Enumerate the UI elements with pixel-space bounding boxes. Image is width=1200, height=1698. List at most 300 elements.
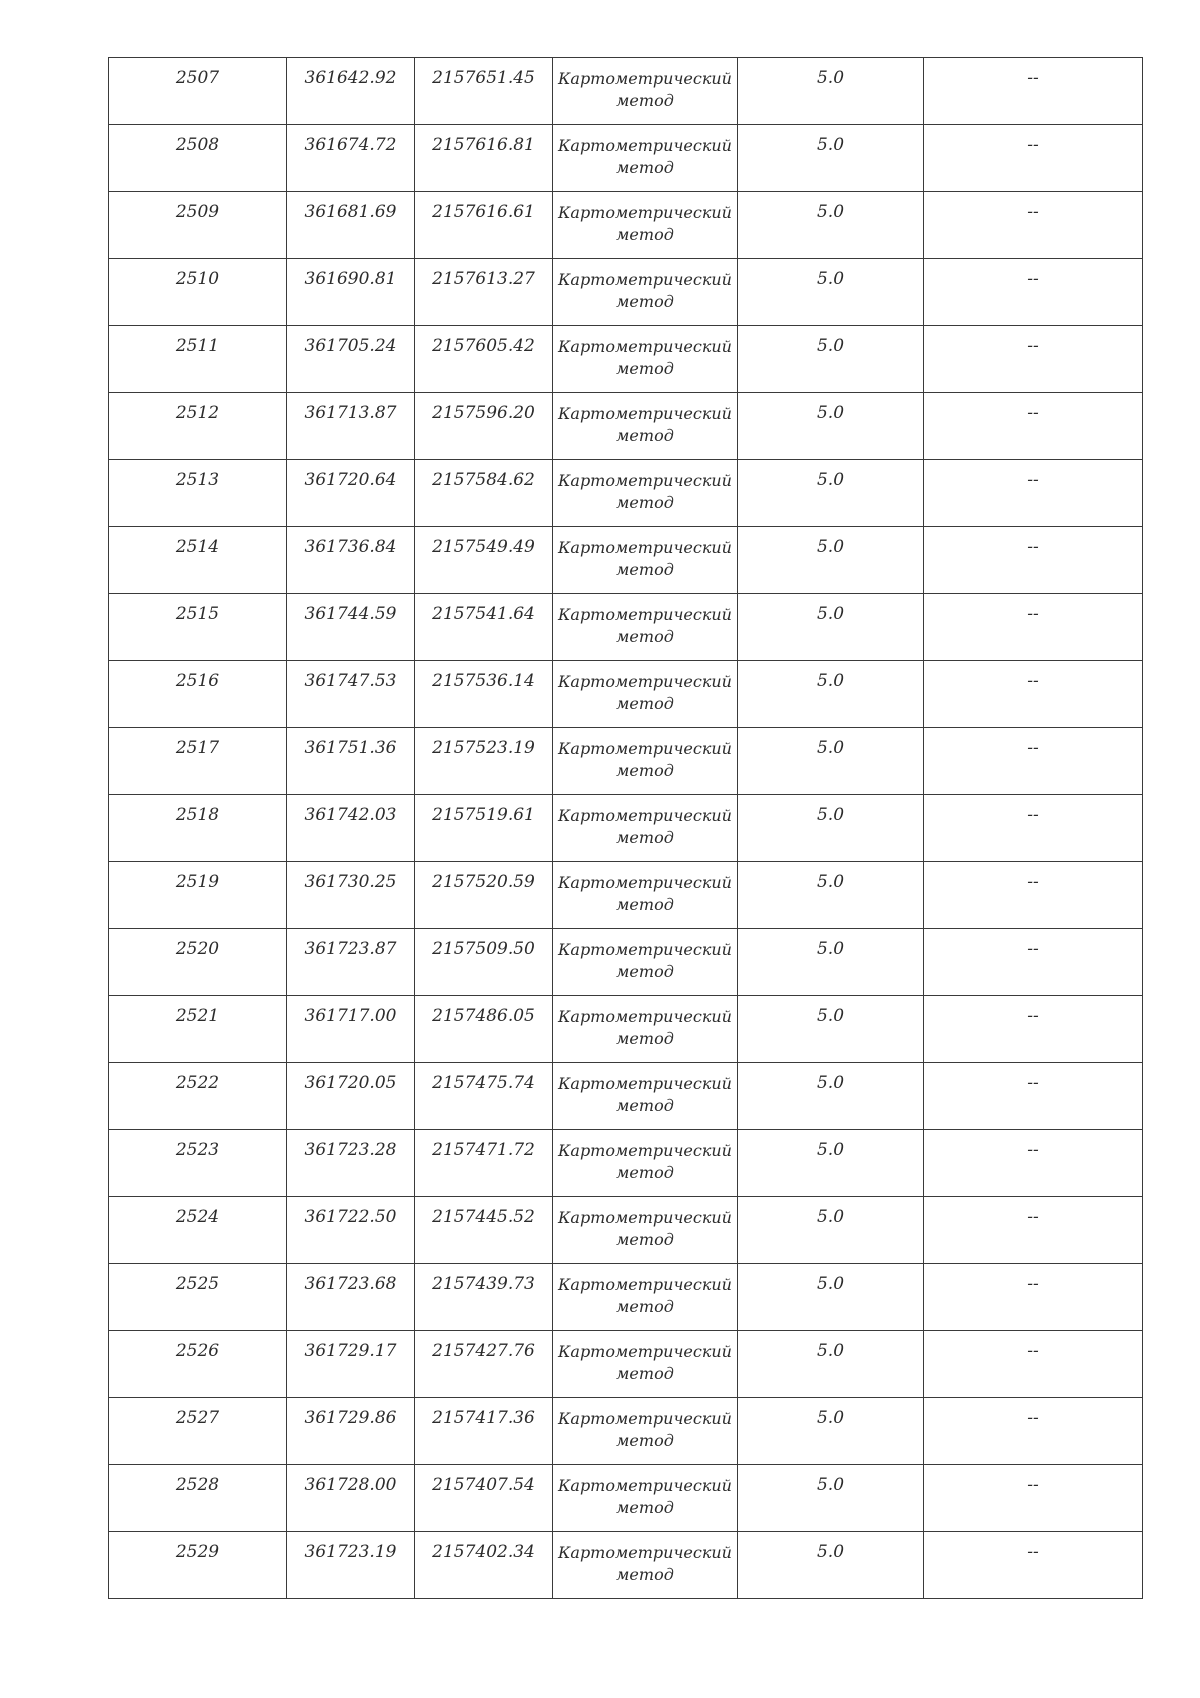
method-cell-text: Картометрический метод bbox=[558, 940, 732, 981]
note-cell bbox=[924, 1331, 1143, 1398]
note-cell-text: -- bbox=[1027, 738, 1039, 758]
method-cell-text: Картометрический метод bbox=[558, 270, 732, 311]
point-number-cell bbox=[109, 728, 287, 795]
method-cell bbox=[553, 125, 738, 192]
y-coordinate-cell bbox=[415, 862, 553, 929]
accuracy-cell-text: 5.0 bbox=[816, 939, 845, 959]
method-cell bbox=[553, 1063, 738, 1130]
accuracy-cell bbox=[738, 326, 924, 393]
note-cell-text: -- bbox=[1027, 1475, 1039, 1495]
accuracy-cell-text: 5.0 bbox=[816, 202, 845, 222]
point-number-cell-text: 2516 bbox=[175, 671, 220, 691]
accuracy-cell bbox=[738, 192, 924, 259]
point-number-cell bbox=[109, 1063, 287, 1130]
method-cell-text: Картометрический метод bbox=[558, 806, 732, 847]
table-row bbox=[109, 1130, 1143, 1197]
point-number-cell bbox=[109, 58, 287, 125]
accuracy-cell-text: 5.0 bbox=[816, 1542, 845, 1562]
point-number-cell bbox=[109, 326, 287, 393]
y-coordinate-cell-text: 2157523.19 bbox=[432, 738, 535, 758]
y-coordinate-cell-text: 2157471.72 bbox=[432, 1140, 535, 1160]
table-row bbox=[109, 125, 1143, 192]
x-coordinate-cell-text: 361744.59 bbox=[304, 604, 397, 624]
point-number-cell-text: 2527 bbox=[175, 1408, 220, 1428]
x-coordinate-cell bbox=[287, 1063, 415, 1130]
y-coordinate-cell-text: 2157445.52 bbox=[432, 1207, 535, 1227]
x-coordinate-cell-text: 361723.28 bbox=[304, 1140, 397, 1160]
point-number-cell-text: 2525 bbox=[175, 1274, 220, 1294]
x-coordinate-cell bbox=[287, 594, 415, 661]
note-cell-text: -- bbox=[1027, 470, 1039, 490]
point-number-cell-text: 2510 bbox=[175, 269, 220, 289]
method-cell bbox=[553, 527, 738, 594]
table-row bbox=[109, 58, 1143, 125]
point-number-cell-text: 2521 bbox=[175, 1006, 220, 1026]
method-cell-text: Картометрический метод bbox=[558, 739, 732, 780]
accuracy-cell-text: 5.0 bbox=[816, 470, 845, 490]
method-cell-text: Картометрический метод bbox=[558, 404, 732, 445]
x-coordinate-cell bbox=[287, 125, 415, 192]
accuracy-cell bbox=[738, 1130, 924, 1197]
method-cell bbox=[553, 1398, 738, 1465]
x-coordinate-cell-text: 361747.53 bbox=[304, 671, 397, 691]
accuracy-cell-text: 5.0 bbox=[816, 1341, 845, 1361]
accuracy-cell bbox=[738, 594, 924, 661]
method-cell bbox=[553, 728, 738, 795]
accuracy-cell bbox=[738, 393, 924, 460]
x-coordinate-cell bbox=[287, 192, 415, 259]
accuracy-cell bbox=[738, 1331, 924, 1398]
accuracy-cell bbox=[738, 125, 924, 192]
x-coordinate-cell-text: 361720.64 bbox=[304, 470, 397, 490]
method-cell-text: Картометрический метод bbox=[558, 1074, 732, 1115]
method-cell-text: Картометрический метод bbox=[558, 1275, 732, 1316]
accuracy-cell bbox=[738, 1465, 924, 1532]
method-cell-text: Картометрический метод bbox=[558, 69, 732, 110]
table-row bbox=[109, 192, 1143, 259]
method-cell bbox=[553, 1130, 738, 1197]
method-cell-text: Картометрический метод bbox=[558, 1007, 732, 1048]
point-number-cell-text: 2515 bbox=[175, 604, 220, 624]
y-coordinate-cell bbox=[415, 259, 553, 326]
method-cell bbox=[553, 1465, 738, 1532]
y-coordinate-cell-text: 2157417.36 bbox=[432, 1408, 535, 1428]
note-cell bbox=[924, 862, 1143, 929]
x-coordinate-cell bbox=[287, 1331, 415, 1398]
point-number-cell-text: 2519 bbox=[175, 872, 220, 892]
point-number-cell bbox=[109, 1398, 287, 1465]
x-coordinate-cell-text: 361717.00 bbox=[304, 1006, 397, 1026]
accuracy-cell-text: 5.0 bbox=[816, 1408, 845, 1428]
y-coordinate-cell-text: 2157520.59 bbox=[432, 872, 535, 892]
coordinates-table bbox=[108, 57, 1143, 1599]
table-row bbox=[109, 1331, 1143, 1398]
y-coordinate-cell bbox=[415, 1532, 553, 1599]
x-coordinate-cell-text: 361728.00 bbox=[304, 1475, 397, 1495]
x-coordinate-cell bbox=[287, 728, 415, 795]
accuracy-cell-text: 5.0 bbox=[816, 68, 845, 88]
table-row bbox=[109, 661, 1143, 728]
accuracy-cell-text: 5.0 bbox=[816, 537, 845, 557]
note-cell bbox=[924, 929, 1143, 996]
point-number-cell-text: 2509 bbox=[175, 202, 220, 222]
x-coordinate-cell bbox=[287, 326, 415, 393]
y-coordinate-cell bbox=[415, 1465, 553, 1532]
y-coordinate-cell-text: 2157509.50 bbox=[432, 939, 535, 959]
y-coordinate-cell-text: 2157439.73 bbox=[432, 1274, 535, 1294]
note-cell-text: -- bbox=[1027, 604, 1039, 624]
note-cell bbox=[924, 661, 1143, 728]
accuracy-cell bbox=[738, 1398, 924, 1465]
note-cell bbox=[924, 125, 1143, 192]
note-cell-text: -- bbox=[1027, 1542, 1039, 1562]
note-cell bbox=[924, 1130, 1143, 1197]
note-cell-text: -- bbox=[1027, 68, 1039, 88]
note-cell-text: -- bbox=[1027, 537, 1039, 557]
x-coordinate-cell-text: 361705.24 bbox=[304, 336, 397, 356]
table-row bbox=[109, 527, 1143, 594]
note-cell bbox=[924, 728, 1143, 795]
y-coordinate-cell-text: 2157427.76 bbox=[432, 1341, 535, 1361]
method-cell bbox=[553, 795, 738, 862]
x-coordinate-cell bbox=[287, 393, 415, 460]
y-coordinate-cell bbox=[415, 929, 553, 996]
point-number-cell-text: 2508 bbox=[175, 135, 220, 155]
point-number-cell bbox=[109, 795, 287, 862]
y-coordinate-cell-text: 2157616.81 bbox=[432, 135, 535, 155]
accuracy-cell bbox=[738, 1197, 924, 1264]
method-cell bbox=[553, 1532, 738, 1599]
accuracy-cell bbox=[738, 1063, 924, 1130]
x-coordinate-cell bbox=[287, 795, 415, 862]
note-cell-text: -- bbox=[1027, 336, 1039, 356]
y-coordinate-cell-text: 2157402.34 bbox=[432, 1542, 535, 1562]
method-cell bbox=[553, 1331, 738, 1398]
y-coordinate-cell bbox=[415, 326, 553, 393]
method-cell bbox=[553, 393, 738, 460]
y-coordinate-cell-text: 2157536.14 bbox=[432, 671, 535, 691]
x-coordinate-cell-text: 361720.05 bbox=[304, 1073, 397, 1093]
method-cell bbox=[553, 594, 738, 661]
table-row bbox=[109, 460, 1143, 527]
method-cell-text: Картометрический метод bbox=[558, 538, 732, 579]
method-cell bbox=[553, 929, 738, 996]
point-number-cell bbox=[109, 929, 287, 996]
table-row bbox=[109, 1465, 1143, 1532]
point-number-cell-text: 2523 bbox=[175, 1140, 220, 1160]
note-cell bbox=[924, 326, 1143, 393]
point-number-cell bbox=[109, 1264, 287, 1331]
table-row bbox=[109, 862, 1143, 929]
accuracy-cell bbox=[738, 460, 924, 527]
table-row bbox=[109, 996, 1143, 1063]
point-number-cell bbox=[109, 125, 287, 192]
y-coordinate-cell bbox=[415, 1398, 553, 1465]
accuracy-cell-text: 5.0 bbox=[816, 738, 845, 758]
method-cell-text: Картометрический метод bbox=[558, 1141, 732, 1182]
y-coordinate-cell bbox=[415, 192, 553, 259]
method-cell-text: Картометрический метод bbox=[558, 1208, 732, 1249]
point-number-cell-text: 2518 bbox=[175, 805, 220, 825]
point-number-cell bbox=[109, 862, 287, 929]
method-cell bbox=[553, 862, 738, 929]
method-cell bbox=[553, 1197, 738, 1264]
y-coordinate-cell-text: 2157407.54 bbox=[432, 1475, 535, 1495]
method-cell bbox=[553, 460, 738, 527]
y-coordinate-cell bbox=[415, 393, 553, 460]
y-coordinate-cell bbox=[415, 125, 553, 192]
accuracy-cell-text: 5.0 bbox=[816, 403, 845, 423]
x-coordinate-cell-text: 361736.84 bbox=[304, 537, 397, 557]
note-cell bbox=[924, 795, 1143, 862]
accuracy-cell bbox=[738, 996, 924, 1063]
table-row bbox=[109, 795, 1143, 862]
accuracy-cell bbox=[738, 527, 924, 594]
note-cell bbox=[924, 259, 1143, 326]
note-cell bbox=[924, 1264, 1143, 1331]
point-number-cell bbox=[109, 1532, 287, 1599]
method-cell-text: Картометрический метод bbox=[558, 337, 732, 378]
method-cell bbox=[553, 192, 738, 259]
table-row bbox=[109, 594, 1143, 661]
point-number-cell-text: 2511 bbox=[175, 336, 220, 356]
accuracy-cell bbox=[738, 661, 924, 728]
accuracy-cell bbox=[738, 862, 924, 929]
note-cell bbox=[924, 1063, 1143, 1130]
note-cell bbox=[924, 594, 1143, 661]
note-cell bbox=[924, 460, 1143, 527]
accuracy-cell-text: 5.0 bbox=[816, 671, 845, 691]
note-cell-text: -- bbox=[1027, 403, 1039, 423]
table-row bbox=[109, 1197, 1143, 1264]
x-coordinate-cell bbox=[287, 259, 415, 326]
x-coordinate-cell-text: 361723.68 bbox=[304, 1274, 397, 1294]
y-coordinate-cell bbox=[415, 661, 553, 728]
note-cell-text: -- bbox=[1027, 202, 1039, 222]
method-cell-text: Картометрический метод bbox=[558, 605, 732, 646]
table-row bbox=[109, 1264, 1143, 1331]
y-coordinate-cell-text: 2157596.20 bbox=[432, 403, 535, 423]
table-row bbox=[109, 259, 1143, 326]
y-coordinate-cell bbox=[415, 996, 553, 1063]
x-coordinate-cell bbox=[287, 1130, 415, 1197]
method-cell-text: Картометрический метод bbox=[558, 471, 732, 512]
accuracy-cell-text: 5.0 bbox=[816, 1207, 845, 1227]
y-coordinate-cell bbox=[415, 1130, 553, 1197]
accuracy-cell-text: 5.0 bbox=[816, 336, 845, 356]
method-cell-text: Картометрический метод bbox=[558, 136, 732, 177]
point-number-cell-text: 2513 bbox=[175, 470, 220, 490]
point-number-cell bbox=[109, 1465, 287, 1532]
point-number-cell bbox=[109, 996, 287, 1063]
x-coordinate-cell-text: 361723.87 bbox=[304, 939, 397, 959]
y-coordinate-cell-text: 2157486.05 bbox=[432, 1006, 535, 1026]
y-coordinate-cell bbox=[415, 1197, 553, 1264]
y-coordinate-cell bbox=[415, 527, 553, 594]
y-coordinate-cell-text: 2157519.61 bbox=[432, 805, 535, 825]
point-number-cell bbox=[109, 1331, 287, 1398]
y-coordinate-cell-text: 2157616.61 bbox=[432, 202, 535, 222]
table-row bbox=[109, 929, 1143, 996]
x-coordinate-cell-text: 361642.92 bbox=[304, 68, 397, 88]
accuracy-cell-text: 5.0 bbox=[816, 1274, 845, 1294]
point-number-cell bbox=[109, 259, 287, 326]
x-coordinate-cell bbox=[287, 527, 415, 594]
accuracy-cell-text: 5.0 bbox=[816, 872, 845, 892]
x-coordinate-cell bbox=[287, 862, 415, 929]
note-cell-text: -- bbox=[1027, 135, 1039, 155]
point-number-cell-text: 2528 bbox=[175, 1475, 220, 1495]
x-coordinate-cell-text: 361742.03 bbox=[304, 805, 397, 825]
point-number-cell bbox=[109, 460, 287, 527]
accuracy-cell-text: 5.0 bbox=[816, 1006, 845, 1026]
table-row bbox=[109, 1532, 1143, 1599]
accuracy-cell bbox=[738, 795, 924, 862]
y-coordinate-cell-text: 2157613.27 bbox=[432, 269, 535, 289]
method-cell-text: Картометрический метод bbox=[558, 1409, 732, 1450]
y-coordinate-cell bbox=[415, 58, 553, 125]
table-row bbox=[109, 1063, 1143, 1130]
note-cell bbox=[924, 192, 1143, 259]
table-row bbox=[109, 1398, 1143, 1465]
accuracy-cell bbox=[738, 1532, 924, 1599]
point-number-cell bbox=[109, 393, 287, 460]
accuracy-cell bbox=[738, 58, 924, 125]
point-number-cell bbox=[109, 192, 287, 259]
point-number-cell-text: 2526 bbox=[175, 1341, 220, 1361]
x-coordinate-cell-text: 361730.25 bbox=[304, 872, 397, 892]
y-coordinate-cell-text: 2157651.45 bbox=[432, 68, 535, 88]
x-coordinate-cell-text: 361729.86 bbox=[304, 1408, 397, 1428]
x-coordinate-cell bbox=[287, 1532, 415, 1599]
y-coordinate-cell-text: 2157475.74 bbox=[432, 1073, 535, 1093]
x-coordinate-cell-text: 361713.87 bbox=[304, 403, 397, 423]
method-cell bbox=[553, 58, 738, 125]
note-cell bbox=[924, 58, 1143, 125]
x-coordinate-cell-text: 361681.69 bbox=[304, 202, 397, 222]
accuracy-cell bbox=[738, 1264, 924, 1331]
x-coordinate-cell bbox=[287, 1197, 415, 1264]
x-coordinate-cell-text: 361751.36 bbox=[304, 738, 397, 758]
point-number-cell bbox=[109, 594, 287, 661]
note-cell bbox=[924, 1398, 1143, 1465]
point-number-cell bbox=[109, 661, 287, 728]
x-coordinate-cell bbox=[287, 996, 415, 1063]
method-cell bbox=[553, 259, 738, 326]
table-row bbox=[109, 326, 1143, 393]
x-coordinate-cell bbox=[287, 1465, 415, 1532]
note-cell-text: -- bbox=[1027, 671, 1039, 691]
method-cell-text: Картометрический метод bbox=[558, 1476, 732, 1517]
point-number-cell-text: 2514 bbox=[175, 537, 220, 557]
x-coordinate-cell bbox=[287, 661, 415, 728]
x-coordinate-cell bbox=[287, 1398, 415, 1465]
method-cell-text: Картометрический метод bbox=[558, 1543, 732, 1584]
point-number-cell-text: 2524 bbox=[175, 1207, 220, 1227]
note-cell bbox=[924, 527, 1143, 594]
accuracy-cell bbox=[738, 728, 924, 795]
accuracy-cell-text: 5.0 bbox=[816, 604, 845, 624]
point-number-cell-text: 2517 bbox=[175, 738, 220, 758]
y-coordinate-cell bbox=[415, 1264, 553, 1331]
method-cell bbox=[553, 661, 738, 728]
accuracy-cell-text: 5.0 bbox=[816, 269, 845, 289]
coordinates-table-body bbox=[109, 58, 1143, 1599]
method-cell-text: Картометрический метод bbox=[558, 672, 732, 713]
note-cell-text: -- bbox=[1027, 1274, 1039, 1294]
x-coordinate-cell bbox=[287, 1264, 415, 1331]
y-coordinate-cell bbox=[415, 1331, 553, 1398]
accuracy-cell-text: 5.0 bbox=[816, 135, 845, 155]
note-cell-text: -- bbox=[1027, 1341, 1039, 1361]
y-coordinate-cell bbox=[415, 795, 553, 862]
note-cell-text: -- bbox=[1027, 872, 1039, 892]
accuracy-cell-text: 5.0 bbox=[816, 1475, 845, 1495]
point-number-cell-text: 2520 bbox=[175, 939, 220, 959]
note-cell bbox=[924, 1465, 1143, 1532]
accuracy-cell-text: 5.0 bbox=[816, 805, 845, 825]
x-coordinate-cell-text: 361722.50 bbox=[304, 1207, 397, 1227]
y-coordinate-cell bbox=[415, 728, 553, 795]
method-cell bbox=[553, 996, 738, 1063]
y-coordinate-cell bbox=[415, 460, 553, 527]
method-cell bbox=[553, 1264, 738, 1331]
accuracy-cell-text: 5.0 bbox=[816, 1140, 845, 1160]
x-coordinate-cell bbox=[287, 929, 415, 996]
method-cell bbox=[553, 326, 738, 393]
point-number-cell bbox=[109, 527, 287, 594]
x-coordinate-cell bbox=[287, 460, 415, 527]
x-coordinate-cell-text: 361723.19 bbox=[304, 1542, 397, 1562]
note-cell-text: -- bbox=[1027, 1140, 1039, 1160]
method-cell-text: Картометрический метод bbox=[558, 203, 732, 244]
y-coordinate-cell-text: 2157605.42 bbox=[432, 336, 535, 356]
accuracy-cell-text: 5.0 bbox=[816, 1073, 845, 1093]
method-cell-text: Картометрический метод bbox=[558, 873, 732, 914]
table-row bbox=[109, 728, 1143, 795]
note-cell-text: -- bbox=[1027, 269, 1039, 289]
point-number-cell-text: 2529 bbox=[175, 1542, 220, 1562]
table-row bbox=[109, 393, 1143, 460]
accuracy-cell bbox=[738, 259, 924, 326]
note-cell-text: -- bbox=[1027, 939, 1039, 959]
y-coordinate-cell-text: 2157549.49 bbox=[432, 537, 535, 557]
x-coordinate-cell-text: 361690.81 bbox=[304, 269, 397, 289]
point-number-cell-text: 2507 bbox=[175, 68, 220, 88]
note-cell-text: -- bbox=[1027, 805, 1039, 825]
note-cell-text: -- bbox=[1027, 1006, 1039, 1026]
point-number-cell bbox=[109, 1197, 287, 1264]
point-number-cell-text: 2522 bbox=[175, 1073, 220, 1093]
note-cell bbox=[924, 393, 1143, 460]
note-cell-text: -- bbox=[1027, 1408, 1039, 1428]
y-coordinate-cell-text: 2157584.62 bbox=[432, 470, 535, 490]
note-cell bbox=[924, 996, 1143, 1063]
y-coordinate-cell-text: 2157541.64 bbox=[432, 604, 535, 624]
x-coordinate-cell bbox=[287, 58, 415, 125]
note-cell bbox=[924, 1197, 1143, 1264]
note-cell-text: -- bbox=[1027, 1073, 1039, 1093]
y-coordinate-cell bbox=[415, 594, 553, 661]
point-number-cell bbox=[109, 1130, 287, 1197]
point-number-cell-text: 2512 bbox=[175, 403, 220, 423]
accuracy-cell bbox=[738, 929, 924, 996]
x-coordinate-cell-text: 361674.72 bbox=[304, 135, 397, 155]
note-cell bbox=[924, 1532, 1143, 1599]
x-coordinate-cell-text: 361729.17 bbox=[304, 1341, 397, 1361]
y-coordinate-cell bbox=[415, 1063, 553, 1130]
note-cell-text: -- bbox=[1027, 1207, 1039, 1227]
